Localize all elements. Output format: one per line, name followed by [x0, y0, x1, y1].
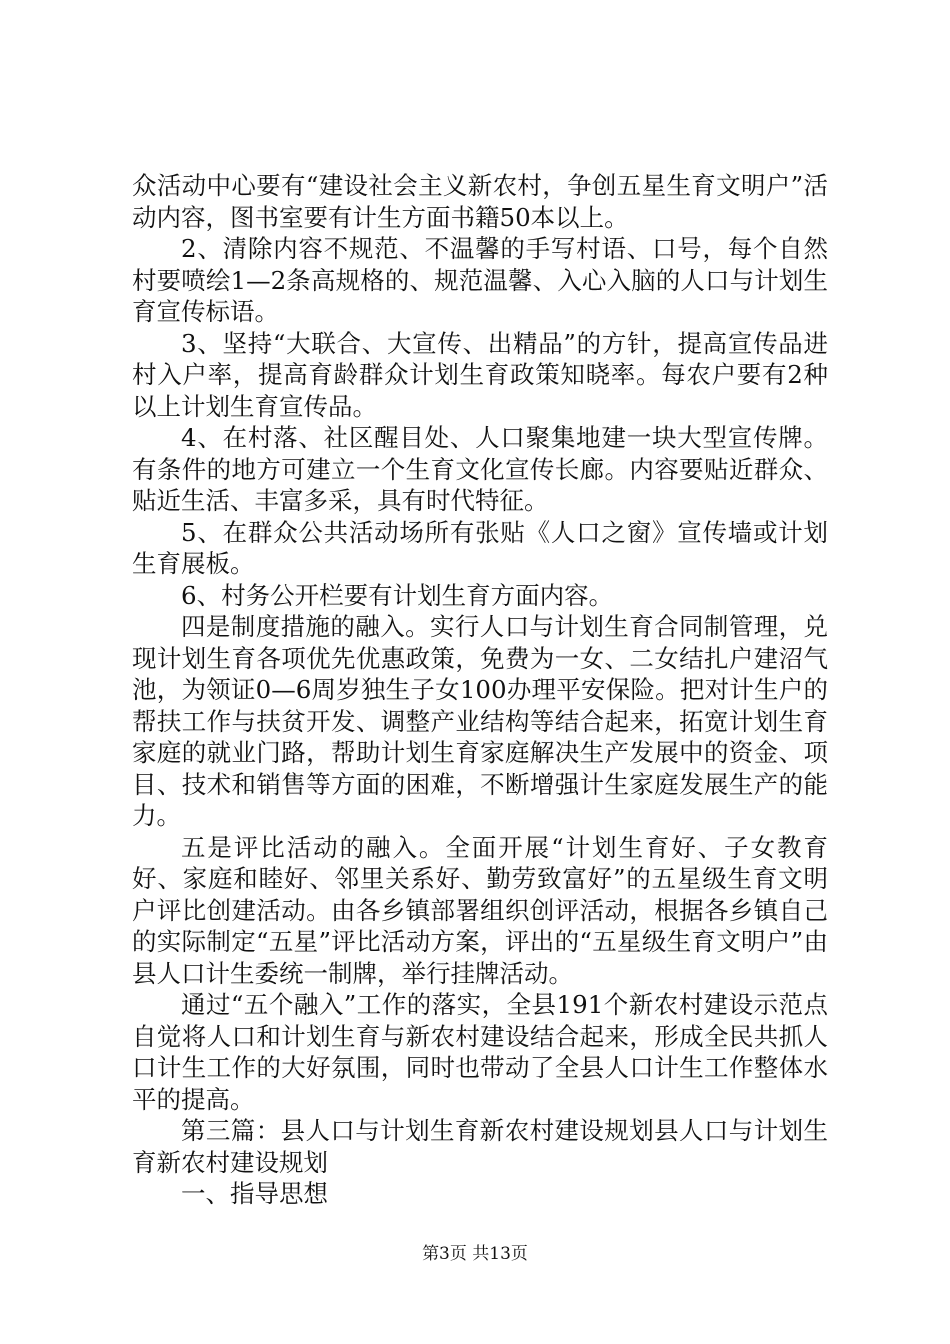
section-heading-guiding-ideology: 一、指导思想	[181, 1179, 328, 1208]
paragraph-evaluation-activity: 五是评比活动的融入。全面开展“计划生育好、子女教育好、家庭和睦好、邻里关系好、勤劳致富好”的五星级生育文明户评比创建活动。由各乡镇部署组织创评活动，根据各乡镇自己的实际制定“五星”评比活动方案，评出的“五星级生育文明户”由县人口计生委统一制牌，举行挂牌活动。	[132, 832, 828, 988]
paragraph-system-measures: 四是制度措施的融入。实行人口与计划生育合同制管理，兑现计划生育各项优先优惠政策，免费为一女、二女结扎户建沼气池，为领证0—6周岁独生子女100办理平安保险。把对计生户的帮扶工作与扶贫开发、调整产业结构等结合起来，拓宽计划生育家庭的就业门路，帮助计划生育家庭解决生产发展中的资金、项目、技术和销售等方面的困难，不断增强计生家庭发展生产的能力。	[132, 612, 828, 830]
paragraph-item-2: 2、清除内容不规范、不温馨的手写村语、口号，每个自然村要喷绘1—2条高规格的、规范温馨、入心入脑的人口与计划生育宣传标语。	[132, 234, 828, 326]
paragraph-item-5: 5、在群众公共活动场所有张贴《人口之窗》宣传墙或计划生育展板。	[132, 517, 828, 578]
paragraph-summary: 通过“五个融入”工作的落实，全县191个新农村建设示范点自觉将人口和计划生育与新农村建设结合起来，形成全民共抓人口计生工作的大好氛围，同时也带动了全县人口计生工作整体水平的提高。	[132, 990, 828, 1114]
page-footer: 第3页 共13页	[422, 1244, 528, 1264]
paragraph-item-3: 3、坚持“大联合、大宣传、出精品”的方针，提高宣传品进村入户率，提高育龄群众计划生育政策知晓率。每农户要有2种以上计划生育宣传品。	[132, 328, 828, 421]
paragraph-item-6: 6、村务公开栏要有计划生育方面内容。	[181, 580, 614, 610]
document-body	[132, 170, 828, 1210]
section-title-part-three: 第三篇：县人口与计划生育新农村建设规划县人口与计划生育新农村建设规划	[132, 1116, 828, 1177]
paragraph-item-4: 4、在村落、社区醒目处、人口聚集地建一块大型宣传牌。有条件的地方可建立一个生育文化宣传长廊。内容要贴近群众、贴近生活、丰富多采，具有时代特征。	[132, 423, 828, 515]
paragraph-continuation: 众活动中心要有“建设社会主义新农村，争创五星生育文明户”活动内容，图书室要有计生方面书籍50本以上。	[132, 171, 828, 232]
